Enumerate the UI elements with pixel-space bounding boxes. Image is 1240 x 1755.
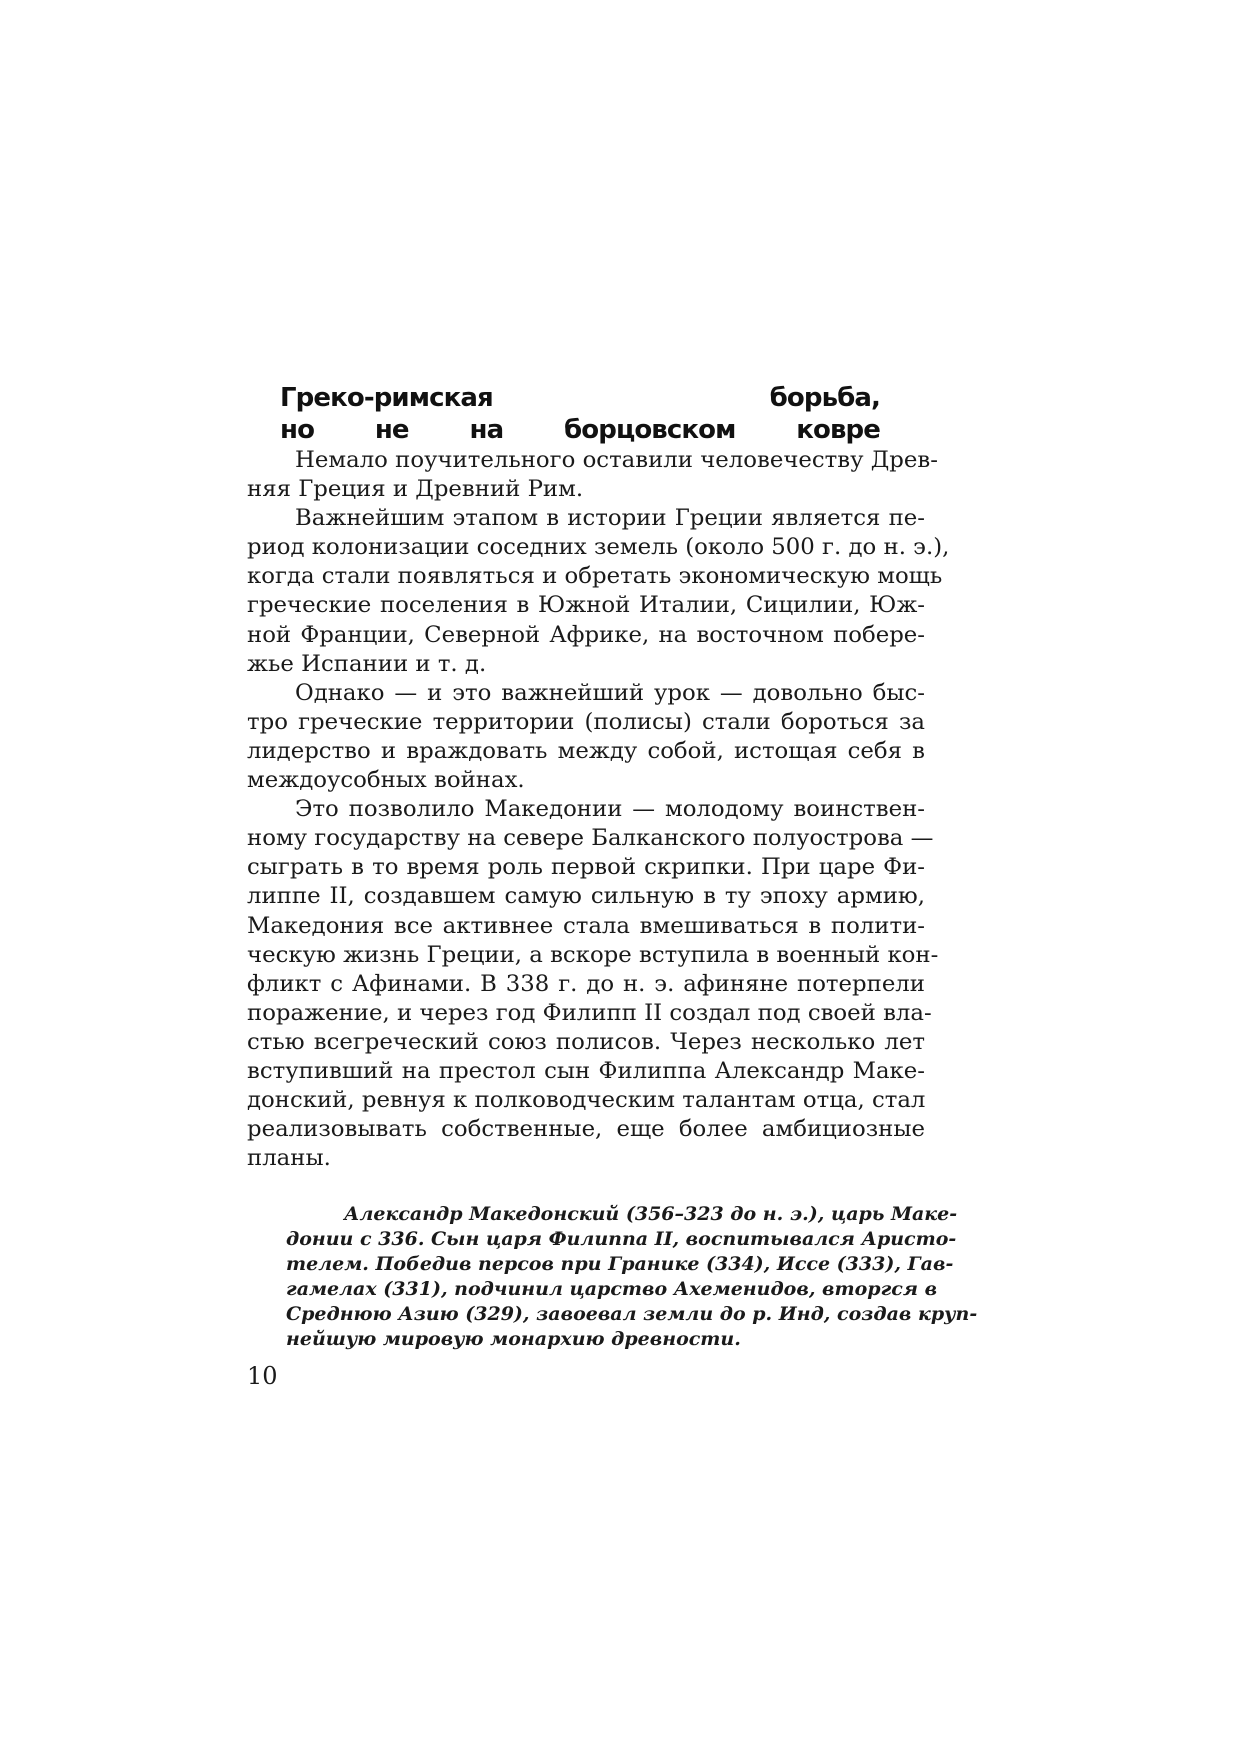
text-line: ческую жизнь Греции, а вскоре вступила в военный кон- — [247, 941, 939, 968]
note-line: телем. Победив персов при Гранике (334), Иссе (333), Гав- — [286, 1253, 954, 1276]
text-line: фликт с Афинами. В 338 г. до н. э. афиняне потерпели — [247, 970, 925, 997]
chapter-title-line-2: но не на борцовском ковре — [280, 415, 880, 445]
text-line: поражение, и через год Филипп II создал под своей вла- — [247, 999, 932, 1026]
text-line: сыграть в то время роль первой скрипки. При царе Фи- — [247, 854, 925, 881]
text-line: Важнейшим этапом в истории Греции является пе- — [295, 505, 925, 532]
text-line: греческие поселения в Южной Италии, Сицилии, Юж- — [247, 592, 925, 619]
text-line: донский, ревнуя к полководческим талантам отца, стал — [247, 1087, 926, 1114]
paragraph-3 — [247, 679, 925, 795]
note-line: Среднюю Азию (329), завоевал земли до р. Инд, создав круп- — [286, 1303, 978, 1326]
chapter-title — [280, 382, 880, 446]
body-text — [247, 446, 950, 1173]
text-line: ной Франции, Северной Африке, на восточном побере- — [247, 621, 925, 648]
text-line: липпе II, создавшем самую сильную в ту эпоху армию, — [247, 883, 925, 910]
text-line: Однако — и это важнейший урок — довольно быс- — [295, 679, 925, 706]
note-line: нейшую мировую монархию древности. — [286, 1328, 741, 1351]
note-line: Александр Македонский (356–323 до н. э.), царь Маке- — [344, 1203, 958, 1225]
text-line: Немало поучительного оставили человечеству Древ- — [295, 447, 938, 473]
paragraph-4 — [247, 795, 939, 1173]
text-line: жье Испании и т. д. — [247, 650, 487, 677]
paragraph-1 — [247, 446, 938, 504]
text-line: риод колонизации соседних земель (около 500 г. до н. э.), — [247, 534, 950, 561]
text-line: реализовывать собственные, еще более амбициозные — [247, 1116, 925, 1143]
note-line: гамелах (331), подчинил царство Ахеменидов, вторгся в — [286, 1278, 938, 1301]
text-line: вступивший на престол сын Филиппа Александр Маке- — [247, 1057, 925, 1084]
text-line: Это позволило Македонии — молодому воинствен- — [295, 796, 925, 823]
note-line: донии с 336. Сын царя Филиппа II, воспитывался Аристо- — [286, 1228, 957, 1251]
text-line: тро греческие территории (полисы) стали бороться за — [247, 708, 925, 735]
text-line: когда стали появляться и обретать экономическую мощь — [247, 563, 943, 590]
chapter-title-line-1: Греко-римская борьба, — [280, 383, 880, 413]
text-line: планы. — [247, 1145, 331, 1172]
paragraph-2 — [247, 504, 950, 679]
text-line: лидерство и враждовать между собой, истощая себя в — [247, 737, 925, 764]
text-line: няя Греция и Древний Рим. — [247, 476, 584, 503]
text-line: стью всегреческий союз полисов. Через несколько лет — [247, 1028, 925, 1055]
biographical-note — [286, 1202, 978, 1353]
page-number: 10 — [247, 1362, 278, 1390]
text-line: междоусобных войнах. — [247, 767, 525, 794]
text-line: ному государству на севере Балканского полуострова — — [247, 825, 934, 852]
text-line: Македония все активнее стала вмешиваться в полити- — [247, 912, 925, 939]
